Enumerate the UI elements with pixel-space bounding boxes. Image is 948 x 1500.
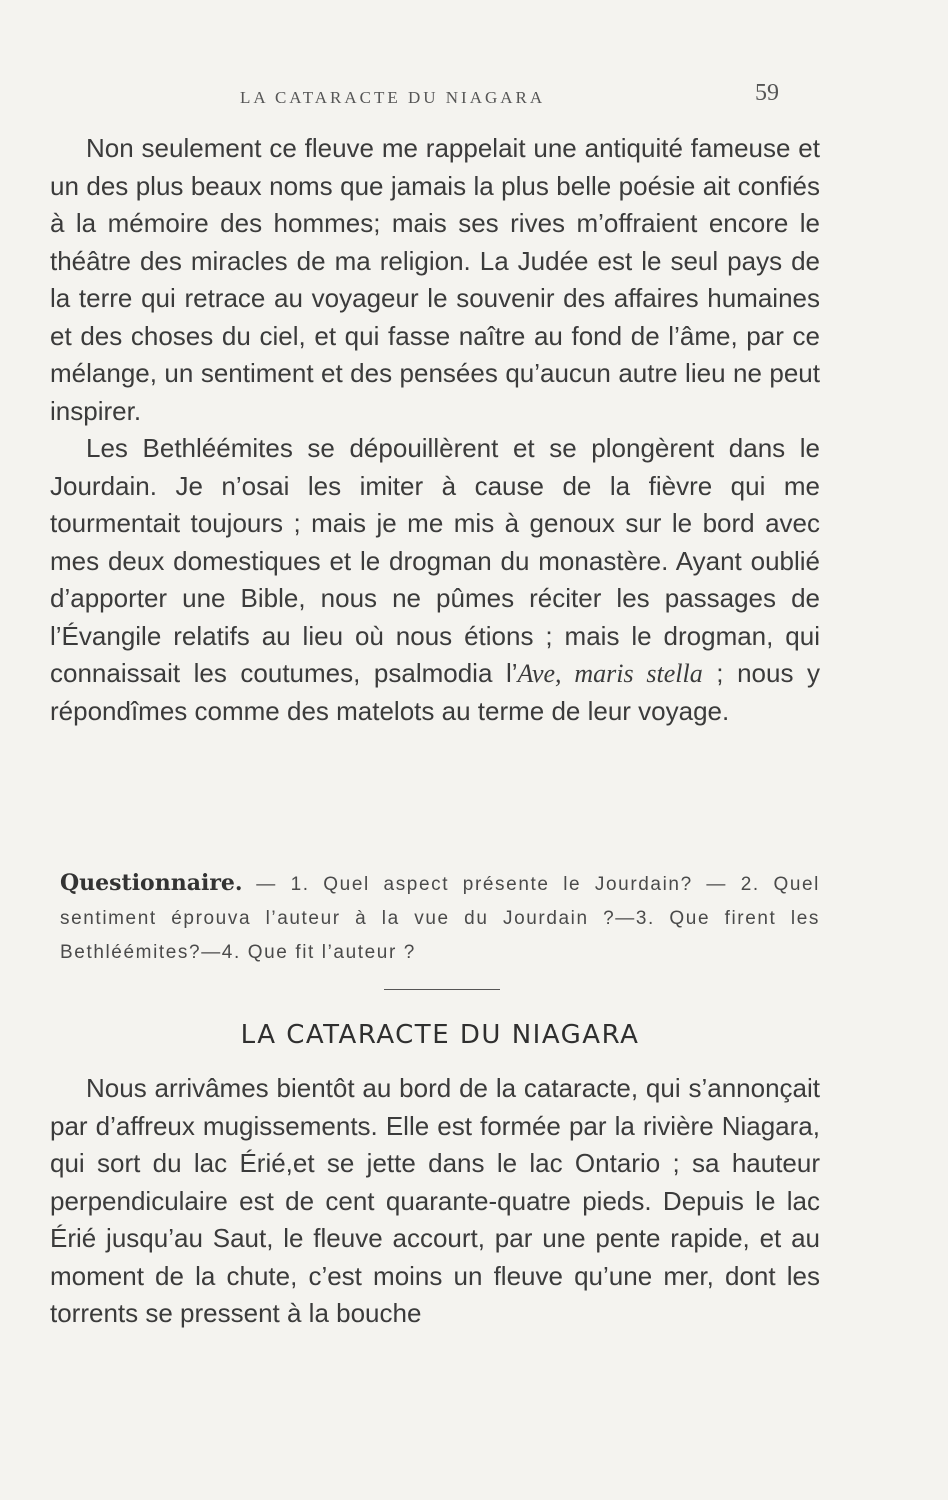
- paragraph-1: Non seulement ce fleuve me rappelait une antiquité fameuse et un des plus beaux noms que jamais la plus belle poésie ait confiés à la mémoire des hommes; mais ses rives m’offraient encore le théâtre des miracles de ma religion. La Judée est le seul pays de la terre qui retrace au voyageur le souvenir des affaires humaines et des choses du ciel, et qui fasse naître au fond de l’âme, par ce mélange, un sentiment et des pensées qu’aucun autre lieu ne peut inspirer.: [50, 133, 820, 426]
- running-head: LA CATARACTE DU NIAGARA: [240, 88, 546, 107]
- section-text: [50, 1070, 820, 1333]
- ave-maris-stella: Ave, maris stella: [517, 659, 703, 688]
- main-text: [50, 130, 820, 730]
- questionnaire-text: — 1. Quel aspect présente le Jourdain? — 2. Quel sentiment éprouva l’auteur à la vue du Jourdain ?—3. Que firent les Bethléémites?—4. Que fit l’auteur ?: [60, 874, 820, 963]
- section-title: LA CATARACTE DU NIAGARA: [240, 1020, 640, 1050]
- paragraph-2-start: Les Bethléémites se dépouillèrent et se plongèrent dans le Jourdain. Je n’osai les imiter à cause de la fièvre qui me tourmentait toujours ; mais je me mis à genoux sur le bord avec mes deux domestiques et le drogman du monastère. Ayant oublié d’apporter une Bible, nous ne pûmes réciter les passages de l’Évangile relatifs au lieu où nous étions ; mais le drogman, qui connaissait les coutumes, psalmodia l’: [50, 433, 820, 688]
- paragraph-2: [50, 430, 820, 730]
- page-number: 59: [755, 80, 779, 106]
- section-paragraph-1: Nous arrivâmes bientôt au bord de la cataracte, qui s’annonçait par d’affreux mugissements. Elle est formée par la rivière Niagara, qui sort du lac Érié,et se jette dans le lac Ontario ; sa hauteur perpendiculaire est de cent quarante-quatre pieds. Depuis le lac Érié jusqu’au Saut, le fleuve accourt, par une pente rapide, et au moment de la chute, c’est moins un fleuve qu’une mer, dont les torrents se pressent à la bouche: [50, 1073, 820, 1328]
- section-divider: [384, 989, 500, 990]
- questionnaire-heading: Questionnaire.: [60, 870, 243, 896]
- questionnaire: [60, 866, 820, 970]
- paragraph-2-end: ; nous y répondîmes comme des matelots au terme de leur voyage.: [50, 658, 821, 726]
